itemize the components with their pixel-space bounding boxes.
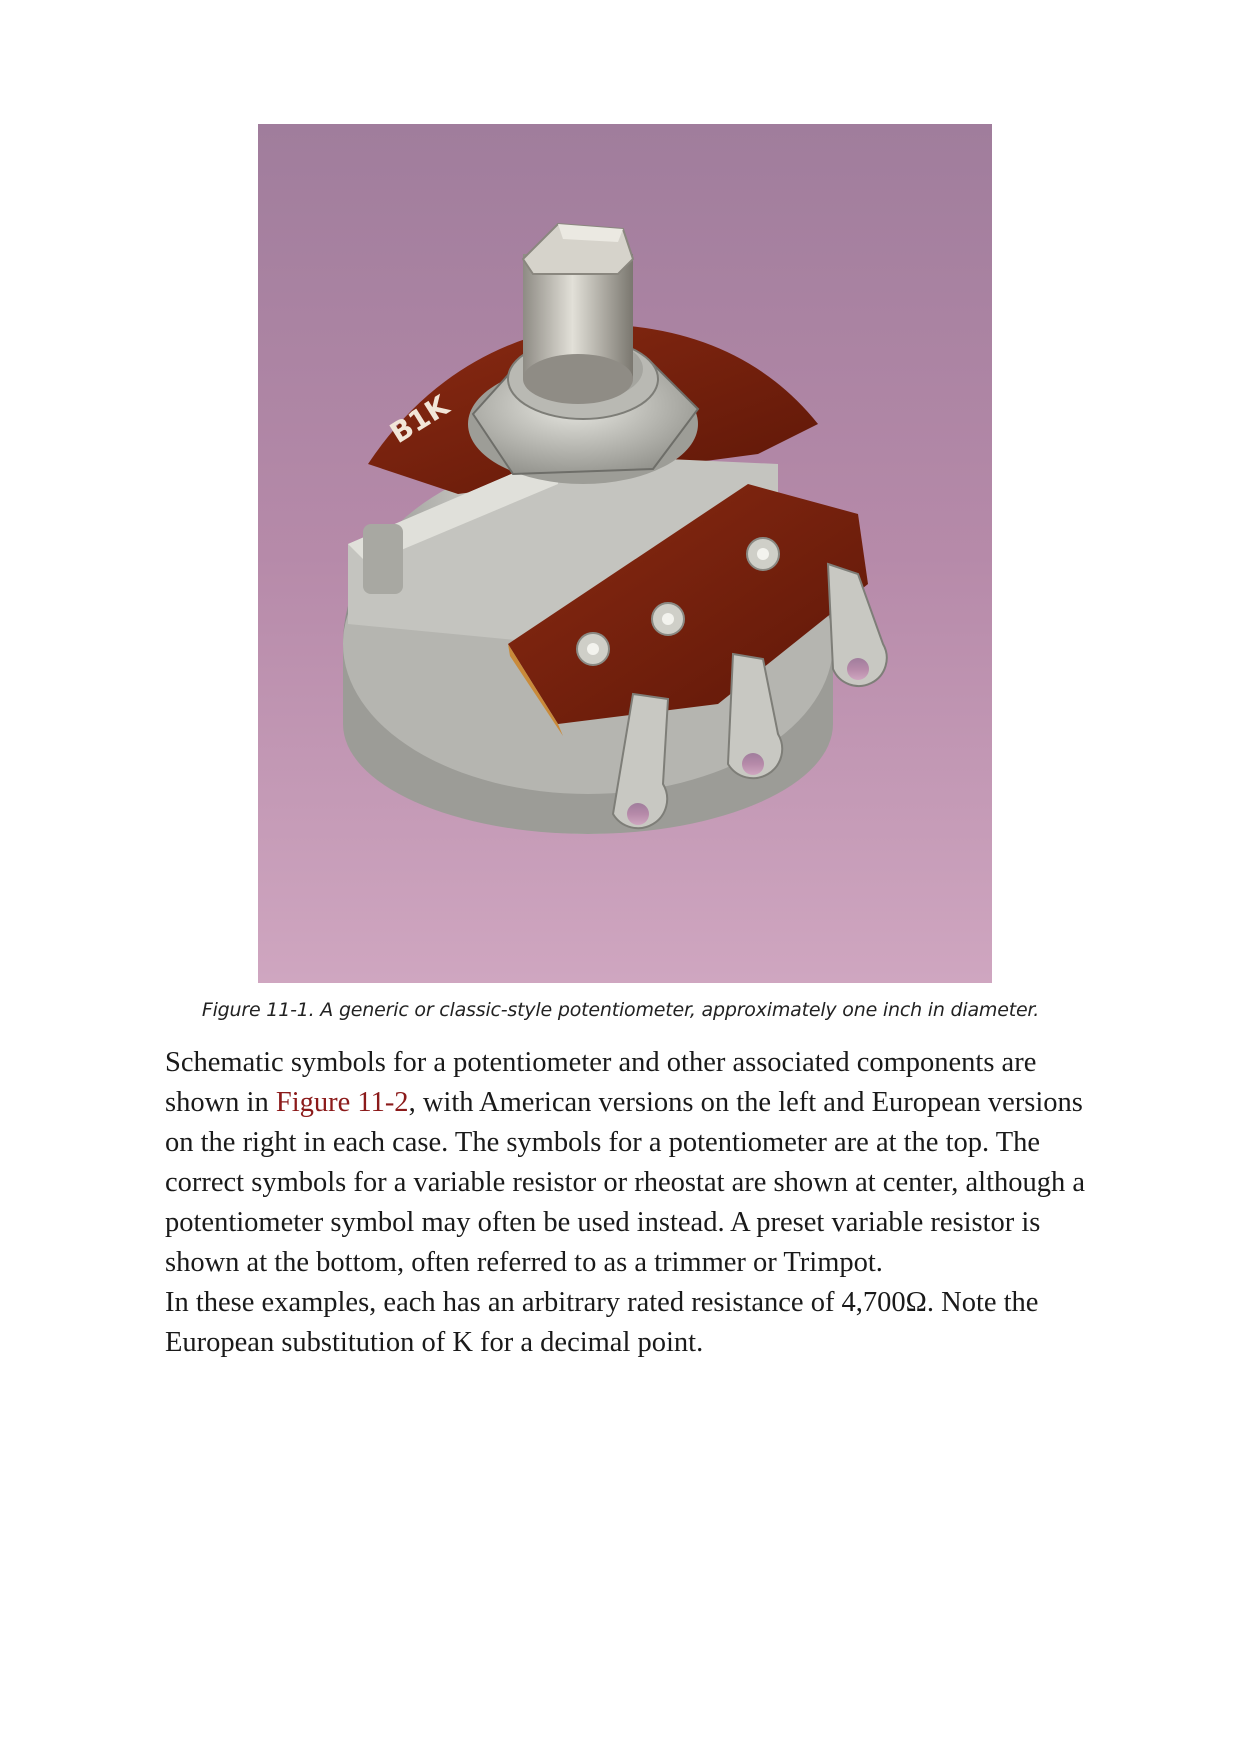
- part-marking: B1K: [384, 388, 455, 450]
- body-text: [165, 1043, 1095, 1363]
- paragraph-1: [165, 1043, 1095, 1283]
- paragraph-2: In these examples, each has an arbitrary rated resistance of 4,700Ω. Note the European substitution of K for a decimal point.: [165, 1287, 1039, 1358]
- potentiometer-photo: [258, 124, 992, 983]
- figure-image: [258, 124, 992, 983]
- figure-11-2-link[interactable]: Figure 11-2: [275, 1087, 409, 1118]
- p1-text-end: , with American versions on the left and European versions on the right in each case. The symbols for a potentiometer are at the top. The correct symbols for a variable resistor or rheostat are shown at center, although a potentiometer symbol may often be used instead. A preset variable resistor is shown at the bottom, often referred to as a trimmer or Trimpot.: [165, 1087, 1086, 1278]
- figure-caption: Figure 11-1. A generic or classic-style potentiometer, approximately one inch in diameter.: [201, 999, 1040, 1021]
- p1-text-start: Schematic symbols for a potentiometer and other associated components are shown in: [165, 1047, 1037, 1118]
